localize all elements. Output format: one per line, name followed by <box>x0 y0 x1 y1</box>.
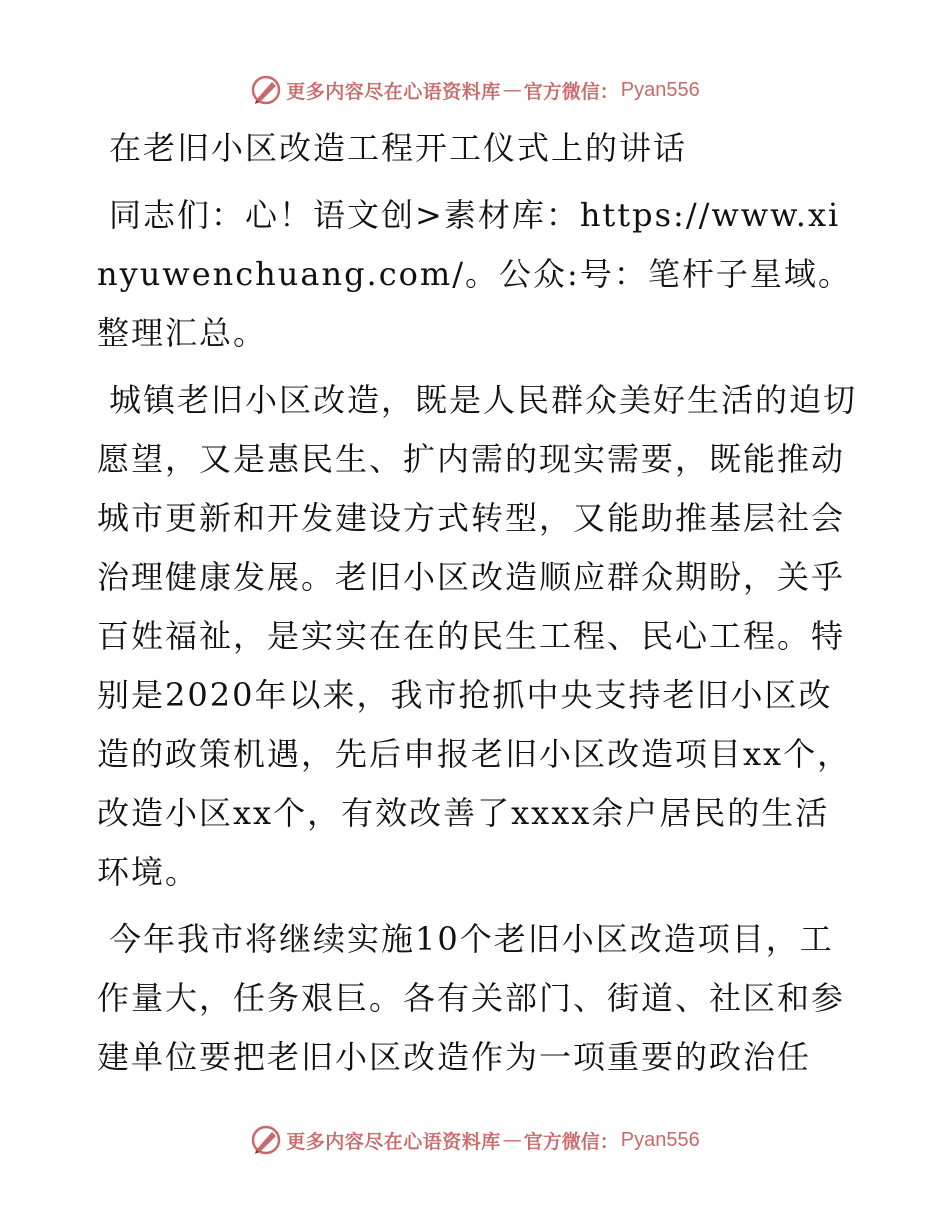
pen-logo-icon <box>250 1124 282 1156</box>
pen-logo-icon <box>250 74 282 106</box>
banner-wechat-label: 官方微信： <box>523 80 619 103</box>
banner-main-text: 更多内容尽在心语资料库 <box>286 80 501 103</box>
document-title: 在老旧小区改造工程开工仪式上的讲话 <box>109 129 688 167</box>
paragraph-plan: 今年我市将继续实施10个老旧小区改造项目，工作量大，任务艰巨。各有关部门、街道、社区和参建单位要把老旧小区改造作为一项重要的政治任 <box>97 920 846 1076</box>
footer-banner <box>0 1120 950 1160</box>
header-banner <box>0 70 950 110</box>
paragraph-greeting: 同志们：心！语文创>素材库：https://www.xinyuwenchuang.com/。公众:号：笔杆子星域。整理汇总。 <box>97 196 852 352</box>
banner-wechat-id: Pyan556 <box>620 1128 700 1151</box>
paragraph-background: 城镇老旧小区改造，既是人民群众美好生活的迫切愿望，又是惠民生、扩内需的现实需要，既能推动城市更新和开发建设方式转型，又能助推基层社会治理健康发展。老旧小区改造顺应群众期盼，关乎百姓福祉，是实实在在的民生工程、民心工程。特别是2020年以来，我市抢抓中央支持老旧小区改造的政策机遇，先后申报老旧小区改造项目xx个，改造小区xx个，有效改善了xxxx余户居民的生活环境。 <box>97 381 858 891</box>
banner-wechat-id: Pyan556 <box>620 78 700 101</box>
banner-dash: — <box>502 1129 522 1151</box>
document-body <box>97 118 857 1087</box>
banner-main-text: 更多内容尽在心语资料库 <box>286 1130 501 1153</box>
banner-dash: — <box>502 79 522 101</box>
banner-wechat-label: 官方微信： <box>523 1130 619 1153</box>
